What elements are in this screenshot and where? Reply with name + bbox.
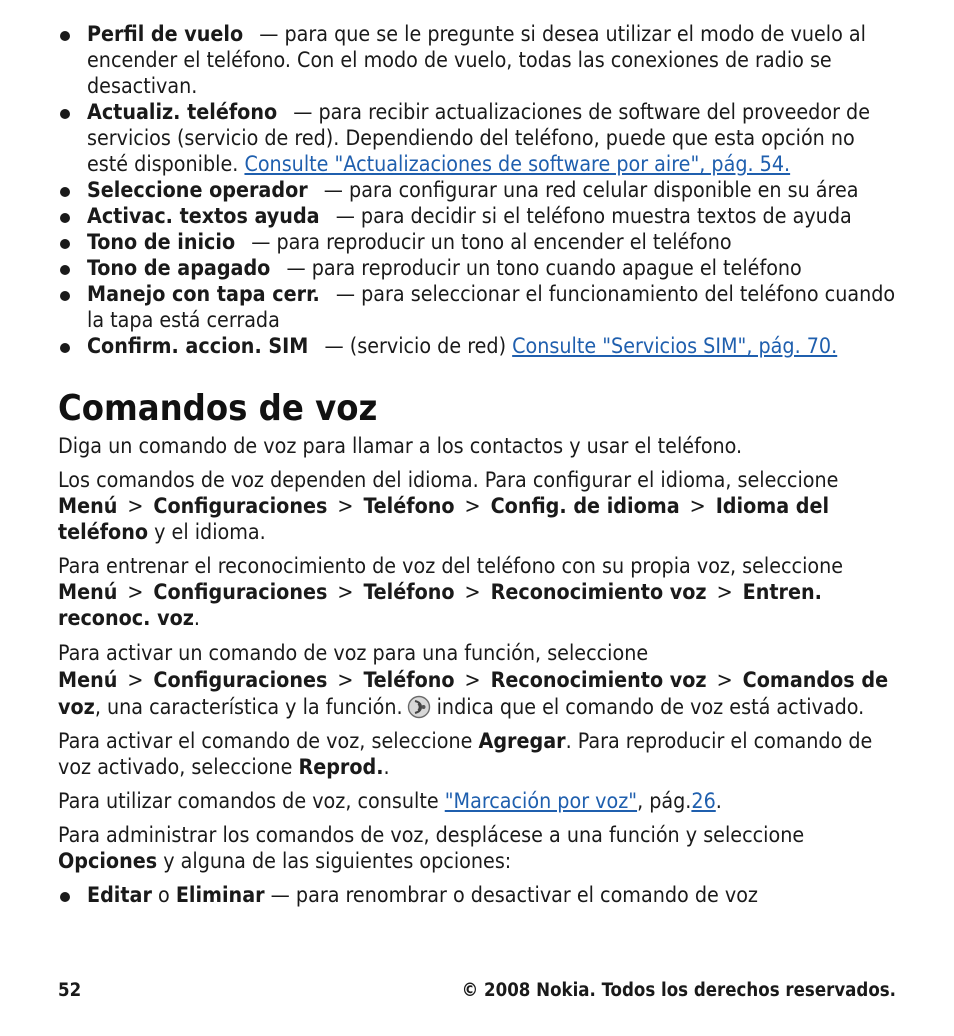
options-list [58,883,898,909]
term: Confirm. accion. SIM [87,334,309,359]
list-item [58,100,898,178]
list-item [58,230,898,256]
list-item [58,256,898,282]
page-link[interactable]: 26 [691,789,716,814]
list-item [58,178,898,204]
term: Tono de inicio [87,230,236,255]
copyright-notice: © 2008 Nokia. Todos los derechos reservados. [461,980,896,1001]
list-item [58,22,898,100]
description: — para recibir actualizaciones de software del proveedor de servicios (servicio de red). Dependiendo del teléfono, puede que esta opción no esté disponible. [87,100,870,177]
document-page [58,22,898,909]
page-number: 52 [58,980,82,1001]
cross-reference-link[interactable]: Consulte "Actualizaciones de software por aire", pág. 54. [244,152,791,177]
term: Manejo con tapa cerr. [87,282,320,307]
list-item [58,204,898,230]
description: — (servicio de red) [324,334,513,359]
activation-paragraph: Para activar un comando de voz para una función, seleccione Menú > Configuraciones > Teléfono > Reconocimiento voz > Comandos de voz, una característica y la función. indica que el comando de voz está activado. [58,641,889,720]
manage-paragraph: Para administrar los comandos de voz, desplácese a una función y seleccione Opciones y alguna de las siguientes opciones: [58,823,805,874]
cross-reference-link[interactable]: Consulte "Servicios SIM", pág. 70. [512,334,838,359]
list-item [58,334,898,360]
description: — para reproducir un tono cuando apague el teléfono [286,256,802,281]
language-paragraph: Los comandos de voz dependen del idioma. Para configurar el idioma, seleccione Menú > Configuraciones > Teléfono > Config. de idioma > Idioma del teléfono y el idioma. [58,468,839,545]
term: Perfil de vuelo [87,22,244,47]
intro-paragraph: Diga un comando de voz para llamar a los contactos y usar el teléfono. [58,434,743,459]
list-item: Editar o Eliminar — para renombrar o desactivar el comando de voz [58,883,898,909]
section-title: Comandos de voz [58,388,378,429]
description: — para seleccionar el funcionamiento del teléfono cuando la tapa está cerrada [87,282,896,333]
description: — para decidir si el teléfono muestra textos de ayuda [335,204,852,229]
page-footer [58,980,896,1001]
usage-paragraph: Para utilizar comandos de voz, consulte "Marcación por voz", pág.26. [58,789,722,814]
description: — para que se le pregunte si desea utilizar el modo de vuelo al encender el teléfono. Con el modo de vuelo, todas las conexiones de radio se desactivan. [87,22,866,99]
description: — para configurar una red celular disponible en su área [323,178,859,203]
term: Actualiz. teléfono [87,100,278,125]
description: — para reproducir un tono al encender el teléfono [251,230,732,255]
add-play-paragraph: Para activar el comando de voz, seleccione Agregar. Para reproducir el comando de voz activado, seleccione Reprod.. [58,729,873,780]
term: Tono de apagado [87,256,271,281]
voice-command-icon [407,695,431,719]
settings-list [58,22,898,360]
list-item [58,282,898,334]
voice-dialing-link[interactable]: "Marcación por voz" [444,789,638,814]
training-paragraph: Para entrenar el reconocimiento de voz del teléfono con su propia voz, seleccione Menú > Configuraciones > Teléfono > Reconocimiento voz > Entren. reconoc. voz. [58,554,844,631]
term: Seleccione operador [87,178,308,203]
term: Activac. textos ayuda [87,204,320,229]
